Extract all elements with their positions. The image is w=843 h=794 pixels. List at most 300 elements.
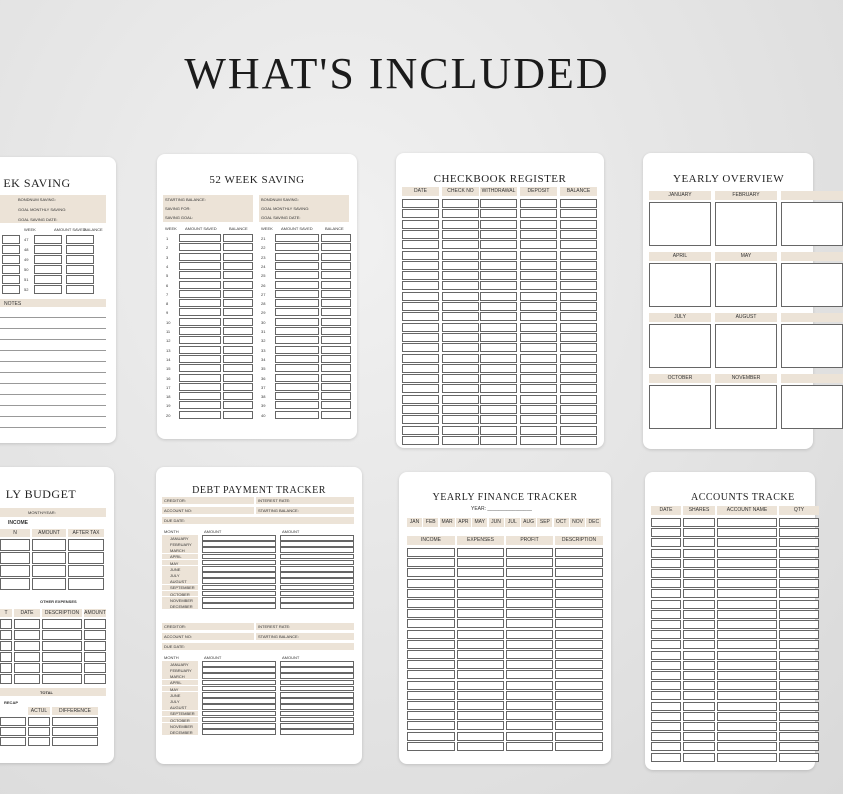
table-cell[interactable] bbox=[34, 285, 62, 294]
table-cell[interactable] bbox=[402, 323, 439, 332]
month-box[interactable] bbox=[715, 324, 777, 368]
table-cell[interactable] bbox=[28, 727, 50, 736]
table-cell[interactable] bbox=[402, 415, 439, 424]
table-cell[interactable] bbox=[402, 343, 439, 352]
table-cell[interactable] bbox=[407, 660, 455, 669]
table-cell[interactable] bbox=[0, 539, 30, 551]
table-cell[interactable] bbox=[202, 711, 276, 717]
table-cell[interactable] bbox=[14, 641, 40, 651]
table-cell[interactable] bbox=[179, 355, 221, 363]
table-cell[interactable] bbox=[275, 364, 319, 372]
table-cell[interactable] bbox=[651, 691, 681, 700]
table-cell[interactable] bbox=[280, 591, 354, 597]
table-cell[interactable] bbox=[442, 426, 479, 435]
table-cell[interactable] bbox=[52, 717, 98, 726]
table-cell[interactable] bbox=[779, 691, 819, 700]
table-cell[interactable] bbox=[480, 415, 517, 424]
table-cell[interactable] bbox=[275, 299, 319, 307]
month-box[interactable] bbox=[781, 385, 843, 429]
table-cell[interactable] bbox=[407, 609, 455, 618]
table-cell[interactable] bbox=[275, 374, 319, 382]
table-cell[interactable] bbox=[223, 392, 253, 400]
table-cell[interactable] bbox=[480, 292, 517, 301]
table-cell[interactable] bbox=[506, 691, 553, 700]
table-cell[interactable] bbox=[683, 691, 715, 700]
table-cell[interactable] bbox=[555, 630, 603, 639]
table-cell[interactable] bbox=[407, 691, 455, 700]
table-cell[interactable] bbox=[0, 578, 30, 590]
table-cell[interactable] bbox=[402, 271, 439, 280]
table-cell[interactable] bbox=[280, 717, 354, 723]
table-cell[interactable] bbox=[223, 318, 253, 326]
table-cell[interactable] bbox=[520, 405, 557, 414]
table-cell[interactable] bbox=[0, 552, 30, 564]
table-cell[interactable] bbox=[66, 235, 94, 244]
table-cell[interactable] bbox=[407, 742, 455, 751]
table-cell[interactable] bbox=[520, 436, 557, 445]
table-cell[interactable] bbox=[555, 640, 603, 649]
table-cell[interactable] bbox=[321, 253, 351, 261]
table-cell[interactable] bbox=[68, 565, 104, 577]
table-cell[interactable] bbox=[2, 275, 20, 284]
table-cell[interactable] bbox=[480, 209, 517, 218]
table-cell[interactable] bbox=[480, 240, 517, 249]
table-cell[interactable] bbox=[28, 717, 50, 726]
table-cell[interactable] bbox=[84, 619, 106, 629]
table-cell[interactable] bbox=[480, 333, 517, 342]
table-cell[interactable] bbox=[179, 290, 221, 298]
table-cell[interactable] bbox=[321, 346, 351, 354]
table-cell[interactable] bbox=[223, 401, 253, 409]
table-cell[interactable] bbox=[520, 323, 557, 332]
table-cell[interactable] bbox=[683, 630, 715, 639]
table-cell[interactable] bbox=[402, 436, 439, 445]
table-cell[interactable] bbox=[560, 312, 597, 321]
table-cell[interactable] bbox=[717, 589, 777, 598]
table-cell[interactable] bbox=[457, 599, 504, 608]
table-cell[interactable] bbox=[223, 234, 253, 242]
table-cell[interactable] bbox=[223, 271, 253, 279]
table-cell[interactable] bbox=[223, 281, 253, 289]
table-cell[interactable] bbox=[683, 681, 715, 690]
table-cell[interactable] bbox=[651, 569, 681, 578]
table-cell[interactable] bbox=[179, 243, 221, 251]
table-cell[interactable] bbox=[480, 405, 517, 414]
table-cell[interactable] bbox=[717, 538, 777, 547]
table-cell[interactable] bbox=[223, 290, 253, 298]
table-cell[interactable] bbox=[202, 585, 276, 591]
table-cell[interactable] bbox=[402, 209, 439, 218]
table-cell[interactable] bbox=[442, 271, 479, 280]
table-cell[interactable] bbox=[651, 712, 681, 721]
table-cell[interactable] bbox=[779, 559, 819, 568]
table-cell[interactable] bbox=[779, 600, 819, 609]
table-cell[interactable] bbox=[275, 401, 319, 409]
table-cell[interactable] bbox=[275, 262, 319, 270]
table-cell[interactable] bbox=[321, 364, 351, 372]
table-cell[interactable] bbox=[223, 336, 253, 344]
table-cell[interactable] bbox=[457, 721, 504, 730]
table-cell[interactable] bbox=[779, 610, 819, 619]
table-cell[interactable] bbox=[179, 374, 221, 382]
table-cell[interactable] bbox=[280, 729, 354, 735]
table-cell[interactable] bbox=[321, 271, 351, 279]
table-cell[interactable] bbox=[717, 702, 777, 711]
table-cell[interactable] bbox=[779, 712, 819, 721]
table-cell[interactable] bbox=[280, 680, 354, 686]
table-cell[interactable] bbox=[560, 199, 597, 208]
table-cell[interactable] bbox=[407, 732, 455, 741]
table-cell[interactable] bbox=[34, 255, 62, 264]
month-box[interactable] bbox=[781, 202, 843, 246]
table-cell[interactable] bbox=[407, 548, 455, 557]
table-cell[interactable] bbox=[560, 261, 597, 270]
table-cell[interactable] bbox=[506, 650, 553, 659]
table-cell[interactable] bbox=[202, 729, 276, 735]
table-cell[interactable] bbox=[407, 640, 455, 649]
table-cell[interactable] bbox=[520, 354, 557, 363]
table-cell[interactable] bbox=[442, 281, 479, 290]
table-cell[interactable] bbox=[651, 559, 681, 568]
table-cell[interactable] bbox=[202, 717, 276, 723]
table-cell[interactable] bbox=[560, 374, 597, 383]
table-cell[interactable] bbox=[68, 539, 104, 551]
table-cell[interactable] bbox=[506, 609, 553, 618]
table-cell[interactable] bbox=[275, 318, 319, 326]
table-cell[interactable] bbox=[442, 415, 479, 424]
table-cell[interactable] bbox=[651, 651, 681, 660]
table-cell[interactable] bbox=[560, 354, 597, 363]
table-cell[interactable] bbox=[717, 600, 777, 609]
table-cell[interactable] bbox=[2, 285, 20, 294]
table-cell[interactable] bbox=[32, 539, 66, 551]
table-cell[interactable] bbox=[717, 722, 777, 731]
table-cell[interactable] bbox=[223, 374, 253, 382]
table-cell[interactable] bbox=[42, 630, 82, 640]
table-cell[interactable] bbox=[683, 518, 715, 527]
table-cell[interactable] bbox=[442, 240, 479, 249]
table-cell[interactable] bbox=[280, 661, 354, 667]
table-cell[interactable] bbox=[779, 549, 819, 558]
table-cell[interactable] bbox=[42, 674, 82, 684]
table-cell[interactable] bbox=[442, 364, 479, 373]
table-cell[interactable] bbox=[480, 374, 517, 383]
table-cell[interactable] bbox=[66, 265, 94, 274]
table-cell[interactable] bbox=[683, 651, 715, 660]
table-cell[interactable] bbox=[683, 712, 715, 721]
table-cell[interactable] bbox=[779, 742, 819, 751]
table-cell[interactable] bbox=[520, 230, 557, 239]
table-cell[interactable] bbox=[457, 640, 504, 649]
table-cell[interactable] bbox=[275, 243, 319, 251]
table-cell[interactable] bbox=[66, 275, 94, 284]
table-cell[interactable] bbox=[402, 312, 439, 321]
table-cell[interactable] bbox=[280, 597, 354, 603]
table-cell[interactable] bbox=[28, 737, 50, 746]
table-cell[interactable] bbox=[202, 704, 276, 710]
table-cell[interactable] bbox=[651, 661, 681, 670]
table-cell[interactable] bbox=[480, 199, 517, 208]
table-cell[interactable] bbox=[457, 650, 504, 659]
table-cell[interactable] bbox=[84, 663, 106, 673]
table-cell[interactable] bbox=[457, 742, 504, 751]
table-cell[interactable] bbox=[651, 640, 681, 649]
table-cell[interactable] bbox=[179, 271, 221, 279]
table-cell[interactable] bbox=[560, 364, 597, 373]
table-cell[interactable] bbox=[275, 253, 319, 261]
table-cell[interactable] bbox=[457, 701, 504, 710]
table-cell[interactable] bbox=[321, 327, 351, 335]
table-cell[interactable] bbox=[0, 619, 12, 629]
table-cell[interactable] bbox=[321, 411, 351, 419]
table-cell[interactable] bbox=[402, 199, 439, 208]
month-box[interactable] bbox=[715, 385, 777, 429]
table-cell[interactable] bbox=[683, 702, 715, 711]
table-cell[interactable] bbox=[560, 395, 597, 404]
table-cell[interactable] bbox=[651, 589, 681, 598]
table-cell[interactable] bbox=[560, 281, 597, 290]
table-cell[interactable] bbox=[779, 630, 819, 639]
table-cell[interactable] bbox=[779, 640, 819, 649]
table-cell[interactable] bbox=[402, 364, 439, 373]
table-cell[interactable] bbox=[321, 299, 351, 307]
table-cell[interactable] bbox=[2, 265, 20, 274]
table-cell[interactable] bbox=[280, 723, 354, 729]
table-cell[interactable] bbox=[480, 436, 517, 445]
table-cell[interactable] bbox=[717, 518, 777, 527]
table-cell[interactable] bbox=[407, 558, 455, 567]
table-cell[interactable] bbox=[202, 541, 276, 547]
table-cell[interactable] bbox=[275, 392, 319, 400]
table-cell[interactable] bbox=[442, 230, 479, 239]
table-cell[interactable] bbox=[202, 603, 276, 609]
table-cell[interactable] bbox=[560, 343, 597, 352]
table-cell[interactable] bbox=[683, 640, 715, 649]
table-cell[interactable] bbox=[223, 308, 253, 316]
table-cell[interactable] bbox=[0, 717, 26, 726]
table-cell[interactable] bbox=[779, 538, 819, 547]
table-cell[interactable] bbox=[506, 742, 553, 751]
table-cell[interactable] bbox=[520, 364, 557, 373]
table-cell[interactable] bbox=[321, 262, 351, 270]
table-cell[interactable] bbox=[457, 711, 504, 720]
table-cell[interactable] bbox=[442, 384, 479, 393]
table-cell[interactable] bbox=[520, 426, 557, 435]
table-cell[interactable] bbox=[457, 558, 504, 567]
table-cell[interactable] bbox=[779, 753, 819, 762]
table-cell[interactable] bbox=[779, 661, 819, 670]
table-cell[interactable] bbox=[683, 732, 715, 741]
table-cell[interactable] bbox=[280, 698, 354, 704]
table-cell[interactable] bbox=[560, 240, 597, 249]
table-cell[interactable] bbox=[717, 528, 777, 537]
table-cell[interactable] bbox=[560, 220, 597, 229]
table-cell[interactable] bbox=[402, 281, 439, 290]
table-cell[interactable] bbox=[560, 436, 597, 445]
table-cell[interactable] bbox=[520, 220, 557, 229]
table-cell[interactable] bbox=[202, 560, 276, 566]
table-cell[interactable] bbox=[280, 692, 354, 698]
table-cell[interactable] bbox=[202, 667, 276, 673]
table-cell[interactable] bbox=[407, 670, 455, 679]
table-cell[interactable] bbox=[442, 436, 479, 445]
table-cell[interactable] bbox=[202, 680, 276, 686]
table-cell[interactable] bbox=[442, 251, 479, 260]
table-cell[interactable] bbox=[2, 245, 20, 254]
table-cell[interactable] bbox=[779, 620, 819, 629]
table-cell[interactable] bbox=[0, 737, 26, 746]
table-cell[interactable] bbox=[407, 650, 455, 659]
table-cell[interactable] bbox=[717, 661, 777, 670]
table-cell[interactable] bbox=[321, 243, 351, 251]
table-cell[interactable] bbox=[560, 426, 597, 435]
table-cell[interactable] bbox=[442, 323, 479, 332]
table-cell[interactable] bbox=[717, 549, 777, 558]
table-cell[interactable] bbox=[202, 597, 276, 603]
table-cell[interactable] bbox=[779, 681, 819, 690]
table-cell[interactable] bbox=[480, 230, 517, 239]
table-cell[interactable] bbox=[321, 374, 351, 382]
table-cell[interactable] bbox=[560, 292, 597, 301]
table-cell[interactable] bbox=[402, 230, 439, 239]
table-cell[interactable] bbox=[179, 336, 221, 344]
table-cell[interactable] bbox=[520, 292, 557, 301]
table-cell[interactable] bbox=[480, 343, 517, 352]
table-cell[interactable] bbox=[683, 661, 715, 670]
table-cell[interactable] bbox=[457, 548, 504, 557]
table-cell[interactable] bbox=[779, 569, 819, 578]
table-cell[interactable] bbox=[223, 299, 253, 307]
table-cell[interactable] bbox=[520, 312, 557, 321]
table-cell[interactable] bbox=[223, 355, 253, 363]
table-cell[interactable] bbox=[42, 619, 82, 629]
table-cell[interactable] bbox=[506, 548, 553, 557]
table-cell[interactable] bbox=[520, 415, 557, 424]
table-cell[interactable] bbox=[407, 711, 455, 720]
table-cell[interactable] bbox=[223, 411, 253, 419]
table-cell[interactable] bbox=[651, 600, 681, 609]
table-cell[interactable] bbox=[280, 560, 354, 566]
table-cell[interactable] bbox=[457, 579, 504, 588]
month-box[interactable] bbox=[781, 324, 843, 368]
table-cell[interactable] bbox=[717, 753, 777, 762]
table-cell[interactable] bbox=[457, 630, 504, 639]
month-box[interactable] bbox=[781, 263, 843, 307]
table-cell[interactable] bbox=[179, 383, 221, 391]
table-cell[interactable] bbox=[555, 579, 603, 588]
table-cell[interactable] bbox=[321, 308, 351, 316]
table-cell[interactable] bbox=[402, 240, 439, 249]
table-cell[interactable] bbox=[717, 579, 777, 588]
table-cell[interactable] bbox=[407, 589, 455, 598]
table-cell[interactable] bbox=[779, 651, 819, 660]
table-cell[interactable] bbox=[683, 620, 715, 629]
table-cell[interactable] bbox=[223, 364, 253, 372]
table-cell[interactable] bbox=[555, 660, 603, 669]
table-cell[interactable] bbox=[520, 343, 557, 352]
table-cell[interactable] bbox=[683, 579, 715, 588]
table-cell[interactable] bbox=[223, 243, 253, 251]
table-cell[interactable] bbox=[280, 541, 354, 547]
table-cell[interactable] bbox=[402, 395, 439, 404]
table-cell[interactable] bbox=[520, 240, 557, 249]
table-cell[interactable] bbox=[651, 753, 681, 762]
table-cell[interactable] bbox=[179, 234, 221, 242]
table-cell[interactable] bbox=[717, 610, 777, 619]
table-cell[interactable] bbox=[520, 209, 557, 218]
month-box[interactable] bbox=[649, 385, 711, 429]
table-cell[interactable] bbox=[179, 327, 221, 335]
table-cell[interactable] bbox=[407, 568, 455, 577]
table-cell[interactable] bbox=[407, 599, 455, 608]
table-cell[interactable] bbox=[275, 308, 319, 316]
table-cell[interactable] bbox=[506, 619, 553, 628]
table-cell[interactable] bbox=[202, 723, 276, 729]
table-cell[interactable] bbox=[560, 415, 597, 424]
table-cell[interactable] bbox=[560, 230, 597, 239]
table-cell[interactable] bbox=[321, 336, 351, 344]
table-cell[interactable] bbox=[520, 251, 557, 260]
table-cell[interactable] bbox=[223, 262, 253, 270]
table-cell[interactable] bbox=[506, 670, 553, 679]
table-cell[interactable] bbox=[407, 721, 455, 730]
table-cell[interactable] bbox=[14, 630, 40, 640]
table-cell[interactable] bbox=[407, 701, 455, 710]
table-cell[interactable] bbox=[442, 354, 479, 363]
table-cell[interactable] bbox=[179, 262, 221, 270]
table-cell[interactable] bbox=[683, 549, 715, 558]
table-cell[interactable] bbox=[280, 554, 354, 560]
table-cell[interactable] bbox=[520, 199, 557, 208]
table-cell[interactable] bbox=[34, 235, 62, 244]
table-cell[interactable] bbox=[779, 671, 819, 680]
table-cell[interactable] bbox=[779, 528, 819, 537]
month-box[interactable] bbox=[715, 263, 777, 307]
table-cell[interactable] bbox=[520, 333, 557, 342]
table-cell[interactable] bbox=[683, 600, 715, 609]
table-cell[interactable] bbox=[202, 673, 276, 679]
table-cell[interactable] bbox=[520, 271, 557, 280]
table-cell[interactable] bbox=[555, 609, 603, 618]
table-cell[interactable] bbox=[66, 255, 94, 264]
table-cell[interactable] bbox=[42, 652, 82, 662]
table-cell[interactable] bbox=[717, 712, 777, 721]
table-cell[interactable] bbox=[442, 374, 479, 383]
table-cell[interactable] bbox=[457, 670, 504, 679]
table-cell[interactable] bbox=[480, 395, 517, 404]
table-cell[interactable] bbox=[480, 354, 517, 363]
table-cell[interactable] bbox=[179, 401, 221, 409]
table-cell[interactable] bbox=[651, 610, 681, 619]
table-cell[interactable] bbox=[555, 568, 603, 577]
table-cell[interactable] bbox=[555, 670, 603, 679]
table-cell[interactable] bbox=[717, 691, 777, 700]
table-cell[interactable] bbox=[321, 355, 351, 363]
table-cell[interactable] bbox=[555, 681, 603, 690]
table-cell[interactable] bbox=[402, 251, 439, 260]
table-cell[interactable] bbox=[683, 538, 715, 547]
table-cell[interactable] bbox=[280, 673, 354, 679]
table-cell[interactable] bbox=[52, 737, 98, 746]
table-cell[interactable] bbox=[275, 383, 319, 391]
table-cell[interactable] bbox=[651, 528, 681, 537]
table-cell[interactable] bbox=[520, 261, 557, 270]
table-cell[interactable] bbox=[223, 253, 253, 261]
table-cell[interactable] bbox=[280, 686, 354, 692]
table-cell[interactable] bbox=[275, 355, 319, 363]
table-cell[interactable] bbox=[402, 333, 439, 342]
table-cell[interactable] bbox=[779, 702, 819, 711]
